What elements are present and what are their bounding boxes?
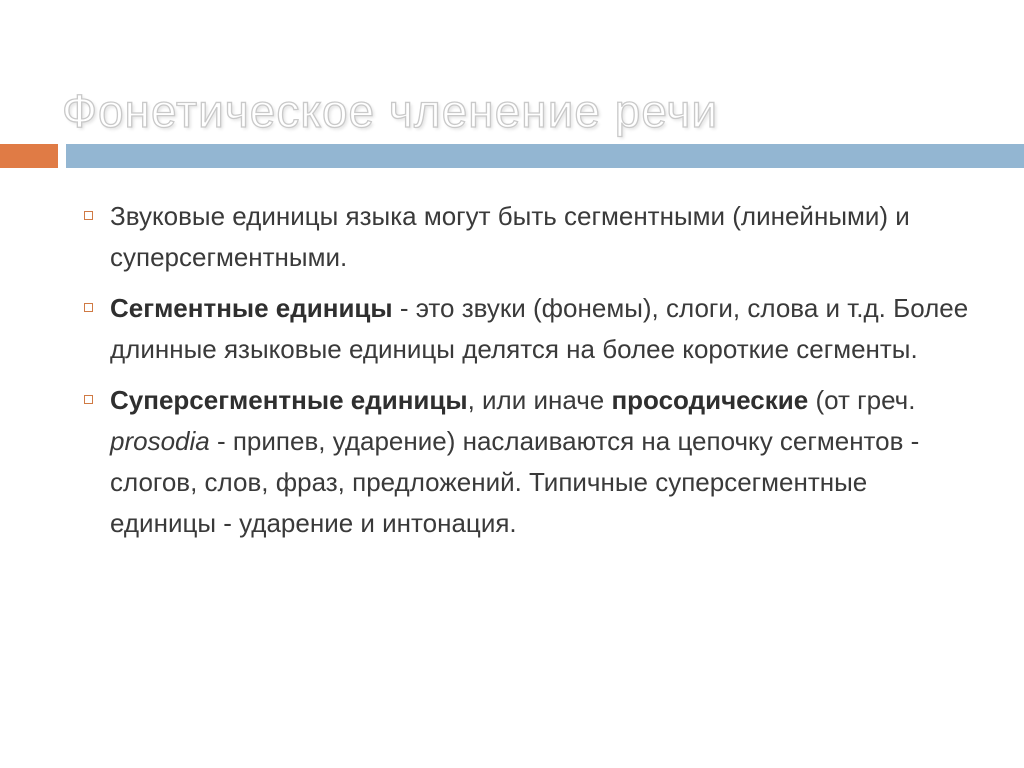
- slide-title: Фонетическое членение речи: [62, 85, 719, 137]
- title-accent-bar-orange: [0, 144, 58, 168]
- bullet-text: (от греч.: [808, 385, 916, 415]
- square-bullet-icon: [84, 211, 93, 220]
- bullet-term: Суперсегментные единицы: [110, 385, 468, 415]
- bullet-text: , или иначе: [467, 385, 612, 415]
- bullet-text: Звуковые единицы языка могут быть сегментными (линейными) и суперсегментными.: [110, 201, 910, 272]
- square-bullet-icon: [84, 395, 93, 404]
- bullet-item: [78, 196, 978, 278]
- bullet-item: [78, 380, 978, 544]
- title-accent-bar-blue: [66, 144, 1024, 168]
- bullet-list: [78, 196, 978, 554]
- bullet-term-secondary: просодические: [611, 385, 809, 415]
- bullet-text: - припев, ударение) наслаиваются на цепочку сегментов - слогов, слов, фраз, предложений. Типичные суперсегментные единицы - ударение и интонация.: [110, 426, 920, 538]
- bullet-text: - это звуки (фонемы), слоги, слова и т.д. Более длинные языковые единицы делятся на более короткие сегменты.: [110, 293, 969, 364]
- bullet-term: Сегментные единицы: [110, 293, 393, 323]
- bullet-term-italic: prosodia: [110, 426, 210, 456]
- square-bullet-icon: [84, 303, 93, 312]
- bullet-item: [78, 288, 978, 370]
